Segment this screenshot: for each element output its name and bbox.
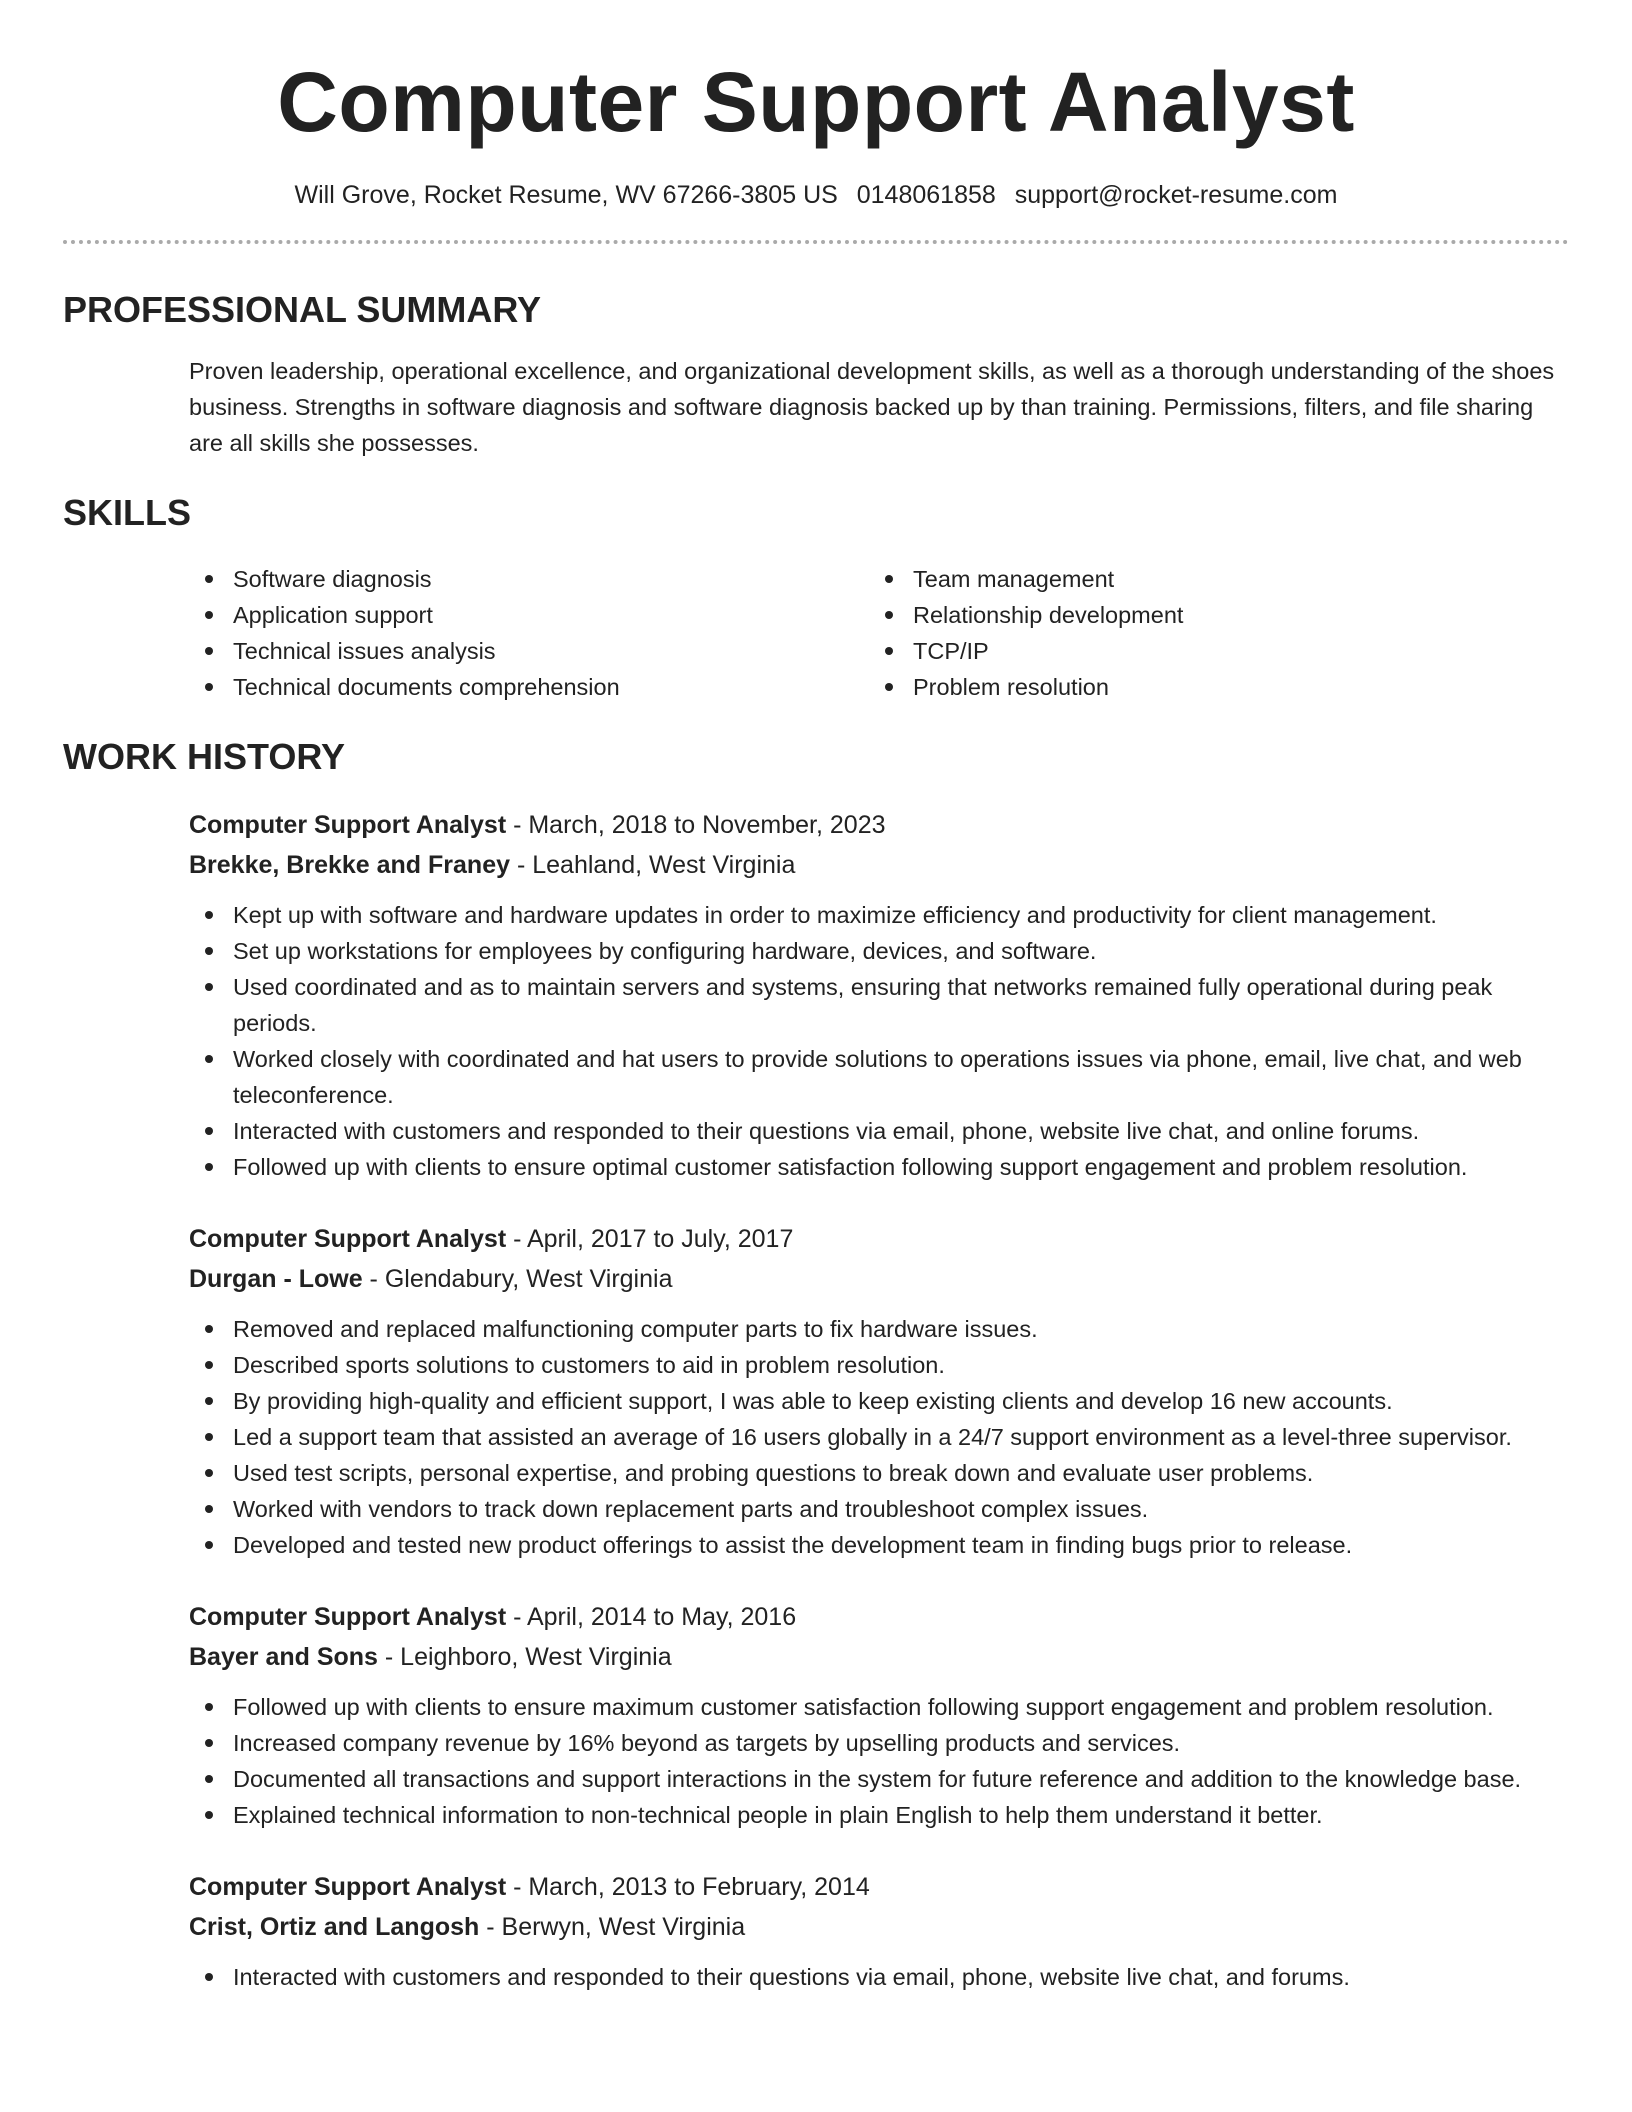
job-bullets bbox=[189, 897, 1569, 1185]
job-bullet: Kept up with software and hardware updates in order to maximize efficiency and productivity for client management. bbox=[189, 897, 1569, 933]
job-entry bbox=[63, 805, 1569, 1185]
summary-heading: PROFESSIONAL SUMMARY bbox=[63, 289, 542, 330]
header-divider bbox=[63, 240, 1569, 244]
skill-item: TCP/IP bbox=[869, 633, 1549, 669]
job-location: - Berwyn, West Virginia bbox=[479, 1913, 746, 1941]
job-entry bbox=[63, 1867, 1569, 1995]
job-bullet: Set up workstations for employees by configuring hardware, devices, and software. bbox=[189, 933, 1569, 969]
job-bullets bbox=[189, 1689, 1569, 1833]
contact-phone: 0148061858 bbox=[856, 181, 996, 209]
skill-item: Relationship development bbox=[869, 597, 1549, 633]
skill-item: Application support bbox=[189, 597, 869, 633]
job-role-line bbox=[189, 805, 1569, 845]
job-bullet: Explained technical information to non-technical people in plain English to help them understand it better. bbox=[189, 1797, 1569, 1833]
job-bullet: Removed and replaced malfunctioning computer parts to fix hardware issues. bbox=[189, 1311, 1569, 1347]
job-role-line bbox=[189, 1219, 1569, 1259]
job-entry bbox=[63, 1597, 1569, 1833]
job-role-line bbox=[189, 1597, 1569, 1637]
job-location: - Leahland, West Virginia bbox=[510, 851, 796, 879]
job-role: Computer Support Analyst bbox=[189, 1603, 507, 1631]
job-company: Bayer and Sons bbox=[189, 1643, 378, 1671]
job-role: Computer Support Analyst bbox=[189, 1225, 507, 1253]
job-bullet: Followed up with clients to ensure maximum customer satisfaction following support engagement and problem resolution. bbox=[189, 1689, 1569, 1725]
contact-address: Will Grove, Rocket Resume, WV 67266-3805 US bbox=[294, 181, 838, 209]
contact-line bbox=[63, 181, 1569, 210]
work-history-heading: WORK HISTORY bbox=[63, 736, 346, 777]
skills-heading: SKILLS bbox=[63, 492, 192, 533]
job-role: Computer Support Analyst bbox=[189, 1873, 507, 1901]
resume-title: Computer Support Analyst bbox=[277, 55, 1355, 149]
job-location: - Leighboro, West Virginia bbox=[377, 1643, 672, 1671]
skills-column-left bbox=[189, 561, 869, 705]
job-bullet: Used test scripts, personal expertise, and probing questions to break down and evaluate user problems. bbox=[189, 1455, 1569, 1491]
job-bullet: Increased company revenue by 16% beyond as targets by upselling products and services. bbox=[189, 1725, 1569, 1761]
job-bullets bbox=[189, 1959, 1569, 1995]
job-bullet: Developed and tested new product offerings to assist the development team in finding bugs prior to release. bbox=[189, 1527, 1569, 1563]
skill-item: Team management bbox=[869, 561, 1549, 597]
skills-column-right bbox=[869, 561, 1549, 705]
job-bullet: By providing high-quality and efficient support, I was able to keep existing clients and develop 16 new accounts. bbox=[189, 1383, 1569, 1419]
skill-item: Technical issues analysis bbox=[189, 633, 869, 669]
skill-item: Technical documents comprehension bbox=[189, 669, 869, 705]
job-location: - Glendabury, West Virginia bbox=[362, 1265, 673, 1293]
job-bullet: Documented all transactions and support interactions in the system for future reference and addition to the knowledge base. bbox=[189, 1761, 1569, 1797]
skill-item: Problem resolution bbox=[869, 669, 1549, 705]
job-dates: - April, 2017 to July, 2017 bbox=[506, 1225, 794, 1253]
job-role: Computer Support Analyst bbox=[189, 811, 507, 839]
job-dates: - March, 2013 to February, 2014 bbox=[506, 1873, 870, 1901]
job-bullets bbox=[189, 1311, 1569, 1563]
job-company-line bbox=[189, 845, 1569, 885]
contact-email: support@rocket-resume.com bbox=[1014, 181, 1338, 209]
job-bullet: Worked with vendors to track down replacement parts and troubleshoot complex issues. bbox=[189, 1491, 1569, 1527]
job-entry bbox=[63, 1219, 1569, 1563]
job-bullet: Interacted with customers and responded to their questions via email, phone, website live chat, and forums. bbox=[189, 1959, 1569, 1995]
job-company: Durgan - Lowe bbox=[189, 1265, 363, 1293]
job-bullet: Led a support team that assisted an average of 16 users globally in a 24/7 support environment as a level-three supervisor. bbox=[189, 1419, 1569, 1455]
job-role-line bbox=[189, 1867, 1569, 1907]
summary-text: Proven leadership, operational excellence, and organizational development skills, as well as a thorough understanding of the shoes business. Strengths in software diagnosis and software diagnosis backed up by than training. Permissions, filters, and file sharing are all skills she possesses. bbox=[189, 358, 1555, 456]
job-company-line bbox=[189, 1259, 1569, 1299]
job-dates: - April, 2014 to May, 2016 bbox=[506, 1603, 797, 1631]
job-dates: - March, 2018 to November, 2023 bbox=[506, 811, 886, 839]
job-bullet: Described sports solutions to customers to aid in problem resolution. bbox=[189, 1347, 1569, 1383]
job-company-line bbox=[189, 1907, 1569, 1947]
skills-list bbox=[63, 561, 1569, 705]
job-bullet: Followed up with clients to ensure optimal customer satisfaction following support engagement and problem resolution. bbox=[189, 1149, 1569, 1185]
job-bullet: Used coordinated and as to maintain servers and systems, ensuring that networks remained fully operational during peak periods. bbox=[189, 969, 1569, 1041]
job-company-line bbox=[189, 1637, 1569, 1677]
job-company: Brekke, Brekke and Franey bbox=[189, 851, 511, 879]
skill-item: Software diagnosis bbox=[189, 561, 869, 597]
job-company: Crist, Ortiz and Langosh bbox=[189, 1913, 480, 1941]
job-bullet: Interacted with customers and responded to their questions via email, phone, website live chat, and online forums. bbox=[189, 1113, 1569, 1149]
job-bullet: Worked closely with coordinated and hat users to provide solutions to operations issues via phone, email, live chat, and web teleconference. bbox=[189, 1041, 1569, 1113]
